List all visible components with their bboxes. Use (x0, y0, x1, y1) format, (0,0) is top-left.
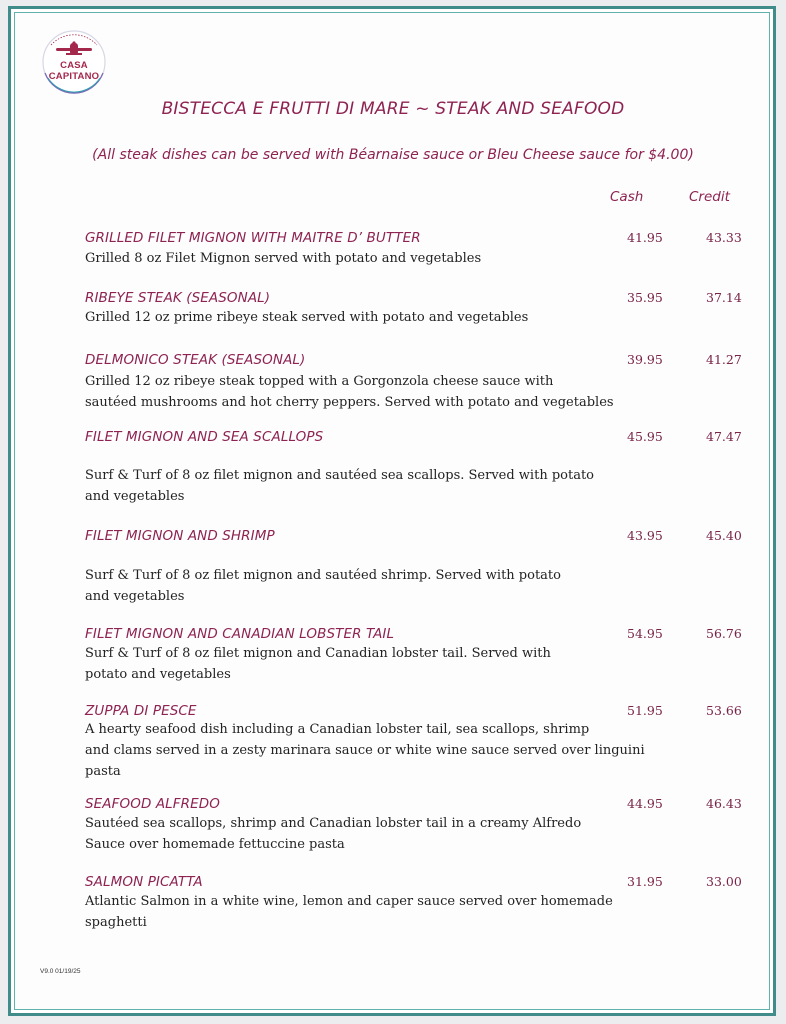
description-line: Surf & Turf of 8 oz filet mignon and Canadian lobster tail. Served with (85, 646, 551, 661)
cash-price: 44.95 (627, 796, 663, 811)
cash-price: 35.95 (627, 290, 663, 305)
cash-price: 54.95 (627, 626, 663, 641)
sauce-note: (All steak dishes can be served with Béarnaise sauce or Bleu Cheese sauce for $4.00) (92, 147, 694, 163)
description-line: and vegetables (85, 589, 185, 604)
menu-item-name: SALMON PICATTA (85, 874, 203, 890)
description-line: Sauce over homemade fettuccine pasta (85, 837, 345, 852)
description-line: spaghetti (85, 915, 147, 930)
menu-item-description (85, 813, 685, 855)
cash-price: 41.95 (627, 230, 663, 245)
credit-price: 41.27 (706, 352, 742, 367)
description-line: Sautéed sea scallops, shrimp and Canadian lobster tail in a creamy Alfredo (85, 816, 582, 831)
description-line: A hearty seafood dish including a Canadian lobster tail, sea scallops, shrimp (85, 722, 590, 737)
cash-price: 51.95 (627, 703, 663, 718)
menu-item-name: RIBEYE STEAK (SEASONAL) (85, 290, 271, 306)
description-line: and vegetables (85, 489, 185, 504)
menu-item-name: DELMONICO STEAK (SEASONAL) (85, 352, 306, 368)
credit-price: 33.00 (706, 874, 742, 889)
credit-price: 45.40 (706, 528, 742, 543)
description-line: Grilled 12 oz ribeye steak topped with a Gorgonzola cheese sauce with (85, 374, 554, 389)
cash-price: 45.95 (627, 429, 663, 444)
menu-item-description (85, 307, 685, 328)
credit-column-header: Credit (689, 189, 730, 205)
description-line: Grilled 8 oz Filet Mignon served with potato and vegetables (85, 251, 482, 266)
menu-item-description (85, 643, 685, 685)
menu-item-name: ZUPPA DI PESCE (85, 703, 197, 719)
credit-price: 56.76 (706, 626, 742, 641)
menu-item-description (85, 248, 685, 269)
menu-item-name: FILET MIGNON AND SEA SCALLOPS (85, 429, 324, 445)
menu-item-name: SEAFOOD ALFREDO (85, 796, 220, 812)
description-line: and clams served in a zesty marinara sauce or white wine sauce served over linguini (85, 743, 645, 758)
menu-item-name: FILET MIGNON AND CANADIAN LOBSTER TAIL (85, 626, 395, 642)
description-line: Surf & Turf of 8 oz filet mignon and sautéed shrimp. Served with potato (85, 568, 561, 583)
description-line: potato and vegetables (85, 667, 231, 682)
logo-wordmark: CASA CAPITANO (48, 60, 100, 82)
credit-price: 47.47 (706, 429, 742, 444)
description-line: pasta (85, 764, 121, 779)
menu-item-description (85, 719, 685, 782)
description-line: Surf & Turf of 8 oz filet mignon and sautéed sea scallops. Served with potato (85, 468, 594, 483)
menu-item-description (85, 565, 685, 607)
description-line: Atlantic Salmon in a white wine, lemon and caper sauce served over homemade (85, 894, 613, 909)
description-line: Grilled 12 oz prime ribeye steak served with potato and vegetables (85, 310, 529, 325)
cash-price: 39.95 (627, 352, 663, 367)
credit-price: 43.33 (706, 230, 742, 245)
menu-item-name: GRILLED FILET MIGNON WITH MAITRE D’ BUTTER (85, 230, 421, 246)
credit-price: 37.14 (706, 290, 742, 305)
casa-capitano-logo (37, 29, 111, 95)
menu-item-description (85, 465, 685, 507)
menu-item-name: FILET MIGNON AND SHRIMP (85, 528, 275, 544)
menu-item-description (85, 371, 685, 413)
cash-price: 43.95 (627, 528, 663, 543)
description-line: sautéed mushrooms and hot cherry peppers. Served with potato and vegetables (85, 395, 614, 410)
cash-price: 31.95 (627, 874, 663, 889)
credit-price: 46.43 (706, 796, 742, 811)
menu-section-title: BISTECCA E FRUTTI DI MARE ~ STEAK AND SEAFOOD (161, 99, 625, 119)
cash-column-header: Cash (610, 189, 644, 205)
credit-price: 53.66 (706, 703, 742, 718)
version-label: V9.0 01/19/25 (40, 968, 81, 975)
menu-item-description (85, 891, 685, 933)
